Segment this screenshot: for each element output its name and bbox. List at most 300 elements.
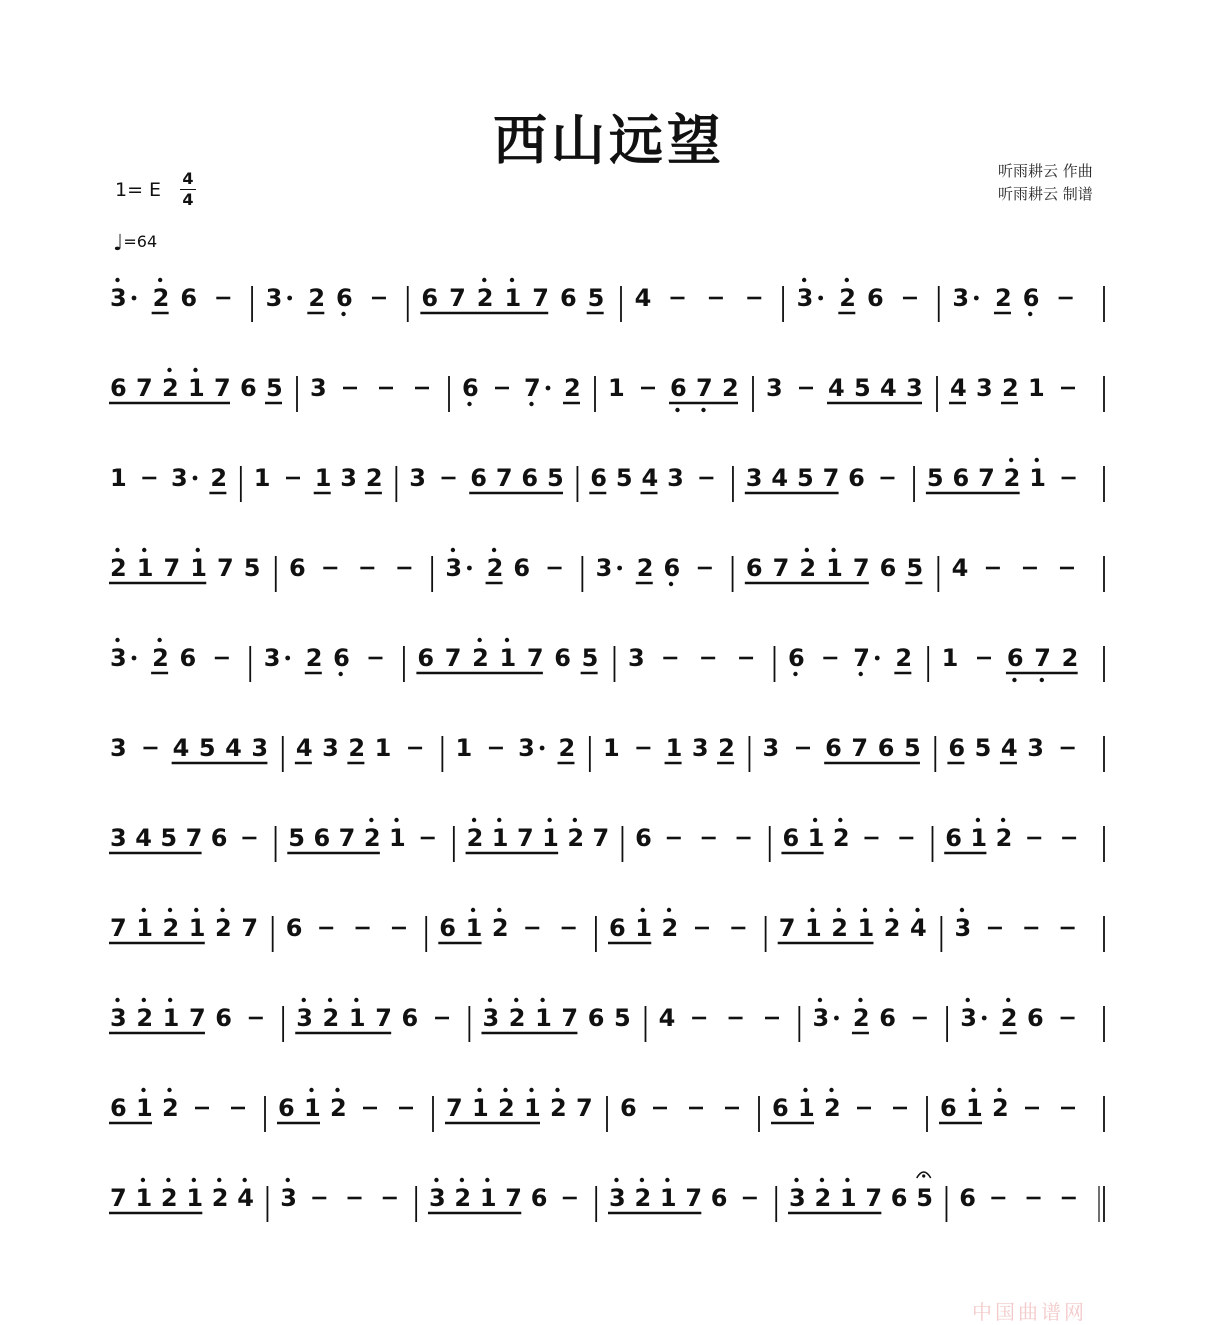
note-digit: 4 bbox=[910, 914, 927, 942]
note-digit: 2 bbox=[1003, 464, 1021, 492]
augmentation-dot bbox=[818, 296, 823, 301]
note-digit: 1 bbox=[659, 1184, 677, 1212]
note-digit: 6 bbox=[959, 1184, 976, 1212]
high-octave-dot bbox=[858, 998, 862, 1002]
note-digit: 1 bbox=[304, 1094, 321, 1122]
high-octave-dot bbox=[115, 998, 119, 1002]
note-digit: 1 bbox=[524, 1094, 541, 1122]
note-digit: 5 bbox=[615, 464, 633, 492]
note-digit: 6 bbox=[462, 374, 479, 402]
note-digit: 6 bbox=[948, 734, 966, 762]
high-octave-dot bbox=[845, 278, 849, 282]
high-octave-dot bbox=[328, 998, 332, 1002]
note-digit: 7 bbox=[851, 734, 869, 762]
note-digit: 5 bbox=[906, 554, 924, 582]
note-digit: 6 bbox=[289, 554, 306, 582]
high-octave-dot bbox=[810, 908, 814, 912]
high-octave-dot bbox=[167, 1088, 171, 1092]
high-octave-dot bbox=[820, 1178, 824, 1182]
note-digit: 7 bbox=[772, 554, 790, 582]
high-octave-dot bbox=[286, 1178, 290, 1182]
note-digit: 1 bbox=[472, 1094, 489, 1122]
note-digit: 2 bbox=[839, 284, 857, 312]
high-octave-dot bbox=[966, 998, 970, 1002]
high-octave-dot bbox=[667, 908, 671, 912]
note-digit: 2 bbox=[498, 1094, 515, 1122]
note-digit: 3 bbox=[482, 1004, 500, 1032]
high-octave-dot bbox=[141, 1088, 145, 1092]
note-digit: 5 bbox=[581, 644, 599, 672]
note-digit: 1 bbox=[186, 1184, 204, 1212]
note-digit: 1 bbox=[608, 374, 625, 402]
note-digit: 7 bbox=[592, 824, 610, 852]
augmentation-dot bbox=[617, 566, 622, 571]
low-octave-dot bbox=[341, 312, 345, 316]
note-digit: 2 bbox=[1061, 644, 1079, 672]
note-digit: 3 bbox=[595, 554, 613, 582]
note-digit: 4 bbox=[225, 734, 242, 762]
high-octave-dot bbox=[166, 1178, 170, 1182]
note-digit: 2 bbox=[995, 824, 1013, 852]
note-digit: 1 bbox=[479, 1184, 497, 1212]
high-octave-dot bbox=[829, 1088, 833, 1092]
note-digit: 4 bbox=[295, 734, 313, 762]
high-octave-dot bbox=[141, 1178, 145, 1182]
note-digit: 2 bbox=[211, 1184, 229, 1212]
high-octave-dot bbox=[193, 368, 197, 372]
note-digit: 4 bbox=[951, 554, 969, 582]
high-octave-dot bbox=[838, 818, 842, 822]
note-digit: 7 bbox=[449, 284, 466, 312]
note-digit: 4 bbox=[172, 734, 190, 762]
note-digit: 3 bbox=[110, 734, 127, 762]
high-octave-dot bbox=[471, 908, 475, 912]
note-digit: 1 bbox=[190, 554, 207, 582]
low-octave-dot bbox=[467, 402, 471, 406]
note-digit: 6 bbox=[210, 824, 228, 852]
note-digit: 4 bbox=[658, 1004, 676, 1032]
low-octave-dot bbox=[1028, 312, 1032, 316]
high-octave-dot bbox=[802, 278, 806, 282]
note-digit: 1 bbox=[665, 734, 683, 762]
note-digit: 7 bbox=[217, 554, 234, 582]
augmentation-dot bbox=[546, 386, 551, 391]
note-digit: 6 bbox=[1006, 644, 1024, 672]
note-digit: 3 bbox=[762, 734, 780, 762]
note-digit: 7 bbox=[338, 824, 356, 852]
note-digit: 2 bbox=[508, 1004, 526, 1032]
note-digit: 7 bbox=[561, 1004, 579, 1032]
note-digit: 2 bbox=[322, 1004, 340, 1032]
note-digit: 6 bbox=[278, 1094, 295, 1122]
quarter-note-icon: ♩ bbox=[113, 231, 124, 256]
note-digit: 2 bbox=[1002, 374, 1019, 402]
note-digit: 4 bbox=[828, 374, 845, 402]
high-octave-dot bbox=[803, 1088, 807, 1092]
note-digit: 6 bbox=[663, 554, 681, 582]
note-digit: 7 bbox=[524, 374, 541, 402]
note-digit: 7 bbox=[685, 1184, 703, 1212]
note-digit: 6 bbox=[772, 1094, 789, 1122]
note-digit: 7 bbox=[978, 464, 995, 492]
low-octave-dot bbox=[675, 408, 679, 412]
note-digit: 3 bbox=[265, 284, 283, 312]
note-digit: 2 bbox=[895, 644, 913, 672]
note-digit: 7 bbox=[136, 374, 153, 402]
note-digit: 1 bbox=[966, 1094, 983, 1122]
note-digit: 3 bbox=[110, 1004, 127, 1032]
note-digit: 1 bbox=[188, 914, 206, 942]
note-digit: 1 bbox=[491, 824, 509, 852]
high-octave-dot bbox=[540, 998, 544, 1002]
note-digit: 7 bbox=[532, 284, 549, 312]
augmentation-dot bbox=[285, 656, 290, 661]
note-digit: 3 bbox=[745, 464, 763, 492]
augmentation-dot bbox=[540, 746, 545, 751]
high-octave-dot bbox=[863, 908, 867, 912]
note-digit: 2 bbox=[558, 734, 576, 762]
note-digit: 2 bbox=[152, 644, 169, 672]
low-octave-dot bbox=[529, 402, 533, 406]
augmentation-dot bbox=[132, 656, 137, 661]
note-digit: 2 bbox=[136, 1004, 154, 1032]
note-digit: 6 bbox=[439, 914, 457, 942]
note-digit: 6 bbox=[590, 464, 608, 492]
note-digit: 6 bbox=[940, 1094, 957, 1122]
high-octave-dot bbox=[1001, 818, 1005, 822]
note-digit: 3 bbox=[976, 374, 993, 402]
note-digit: 2 bbox=[152, 284, 170, 312]
note-digit: 1 bbox=[253, 464, 271, 492]
high-octave-dot bbox=[488, 998, 492, 1002]
note-digit: 6 bbox=[877, 734, 895, 762]
note-digit: 1 bbox=[635, 914, 652, 942]
note-digit: 7 bbox=[188, 1004, 206, 1032]
note-digit: 2 bbox=[824, 1094, 841, 1122]
high-octave-dot bbox=[497, 818, 501, 822]
note-digit: 6 bbox=[879, 554, 897, 582]
high-octave-dot bbox=[335, 1088, 339, 1092]
high-octave-dot bbox=[837, 908, 841, 912]
high-octave-dot bbox=[845, 1178, 849, 1182]
high-octave-dot bbox=[434, 1178, 438, 1182]
note-digit: 7 bbox=[505, 1184, 522, 1212]
note-digit: 6 bbox=[559, 284, 577, 312]
note-digit: 2 bbox=[330, 1094, 347, 1122]
note-digit: 7 bbox=[163, 554, 181, 582]
note-digit: 6 bbox=[285, 914, 303, 942]
time-signature-denominator: 4 bbox=[182, 190, 194, 209]
augmentation-dot bbox=[132, 296, 137, 301]
augmentation-dot bbox=[974, 296, 979, 301]
high-octave-dot bbox=[194, 908, 198, 912]
note-digit: 7 bbox=[853, 644, 870, 672]
note-digit: 5 bbox=[614, 1004, 631, 1032]
note-digit: 7 bbox=[444, 644, 462, 672]
high-octave-dot bbox=[220, 908, 224, 912]
note-digit: 2 bbox=[162, 1094, 179, 1122]
note-digit: 3 bbox=[1027, 734, 1044, 762]
high-octave-dot bbox=[142, 998, 146, 1002]
note-digit: 2 bbox=[308, 284, 326, 312]
note-digit: 2 bbox=[852, 1004, 870, 1032]
note-digit: 7 bbox=[526, 644, 544, 672]
note-digit: 3 bbox=[280, 1184, 297, 1212]
note-digit: 1 bbox=[504, 284, 522, 312]
note-digit: 1 bbox=[535, 1004, 552, 1032]
augmentation-dot bbox=[834, 1016, 839, 1021]
note-digit: 5 bbox=[243, 554, 261, 582]
note-digit: 5 bbox=[160, 824, 178, 852]
high-octave-dot bbox=[485, 1178, 489, 1182]
high-octave-dot bbox=[640, 1178, 644, 1182]
note-digit: 2 bbox=[491, 914, 509, 942]
note-digit: 6 bbox=[890, 1184, 908, 1212]
high-octave-dot bbox=[794, 1178, 798, 1182]
augmentation-dot bbox=[467, 566, 472, 571]
note-digit: 3 bbox=[263, 644, 281, 672]
high-octave-dot bbox=[482, 278, 486, 282]
high-octave-dot bbox=[805, 548, 809, 552]
note-digit: 6 bbox=[530, 1184, 548, 1212]
score-title: 西山远望 bbox=[493, 109, 725, 172]
high-octave-dot bbox=[168, 998, 172, 1002]
high-octave-dot bbox=[460, 1178, 464, 1182]
note-digit: 6 bbox=[521, 464, 539, 492]
high-octave-dot bbox=[167, 368, 171, 372]
high-octave-dot bbox=[158, 278, 162, 282]
note-digit: 7 bbox=[214, 374, 231, 402]
note-digit: 7 bbox=[516, 824, 534, 852]
low-octave-dot bbox=[1012, 678, 1016, 682]
high-octave-dot bbox=[665, 1178, 669, 1182]
low-octave-dot bbox=[793, 672, 797, 676]
note-digit: 6 bbox=[1027, 1004, 1044, 1032]
note-digit: 7 bbox=[185, 824, 203, 852]
high-octave-dot bbox=[529, 1088, 533, 1092]
note-digit: 7 bbox=[1034, 644, 1052, 672]
note-digit: 6 bbox=[333, 644, 350, 672]
note-digit: 3 bbox=[954, 914, 972, 942]
note-digit: 2 bbox=[305, 644, 323, 672]
high-octave-dot bbox=[889, 908, 893, 912]
note-digit: 6 bbox=[787, 644, 805, 672]
note-digit: 2 bbox=[814, 1184, 832, 1212]
key-signature: 1= E bbox=[115, 179, 162, 201]
note-digit: 7 bbox=[110, 1184, 127, 1212]
time-signature-numerator: 4 bbox=[182, 169, 194, 188]
note-digit: 1 bbox=[136, 1094, 153, 1122]
note-digit: 2 bbox=[1000, 1004, 1018, 1032]
note-digit: 5 bbox=[854, 374, 871, 402]
note-digit: 1 bbox=[602, 734, 620, 762]
high-octave-dot bbox=[157, 638, 161, 642]
note-digit: 6 bbox=[635, 824, 652, 852]
note-digit: 1 bbox=[826, 554, 843, 582]
note-digit: 5 bbox=[916, 1184, 933, 1212]
watermark: 中国曲谱网 bbox=[972, 1300, 1087, 1324]
high-octave-dot bbox=[142, 908, 146, 912]
note-digit: 7 bbox=[241, 914, 259, 942]
arranger-credit: 听雨耕云 制谱 bbox=[998, 185, 1093, 203]
note-digit: 6 bbox=[782, 824, 800, 852]
note-digit: 3 bbox=[296, 1004, 313, 1032]
note-digit: 1 bbox=[136, 914, 153, 942]
augmentation-dot bbox=[287, 296, 292, 301]
note-digit: 6 bbox=[417, 644, 435, 672]
high-octave-dot bbox=[971, 1088, 975, 1092]
note-digit: 1 bbox=[348, 1004, 366, 1032]
low-octave-dot bbox=[1040, 678, 1044, 682]
note-digit: 7 bbox=[696, 374, 713, 402]
note-digit: 4 bbox=[880, 374, 897, 402]
note-digit: 2 bbox=[365, 464, 383, 492]
augmentation-dot bbox=[982, 1016, 987, 1021]
high-octave-dot bbox=[472, 818, 476, 822]
note-digit: 2 bbox=[636, 554, 654, 582]
composer-credit: 听雨耕云 作曲 bbox=[998, 162, 1093, 180]
high-octave-dot bbox=[818, 998, 822, 1002]
note-digit: 3 bbox=[409, 464, 426, 492]
note-digit: 1 bbox=[389, 824, 406, 852]
note-digit: 3 bbox=[110, 284, 127, 312]
low-octave-dot bbox=[701, 408, 705, 412]
high-octave-dot bbox=[477, 1088, 481, 1092]
note-digit: 1 bbox=[314, 464, 332, 492]
note-digit: 2 bbox=[454, 1184, 472, 1212]
note-digit: 2 bbox=[799, 554, 817, 582]
note-digit: 4 bbox=[634, 284, 652, 312]
note-digit: 3 bbox=[667, 464, 684, 492]
note-digit: 6 bbox=[180, 284, 198, 312]
note-digit: 6 bbox=[745, 554, 763, 582]
note-digit: 6 bbox=[110, 1094, 127, 1122]
note-digit: 2 bbox=[883, 914, 901, 942]
note-digit: 3 bbox=[812, 1004, 830, 1032]
note-digit: 7 bbox=[865, 1184, 883, 1212]
note-digit: 3 bbox=[110, 824, 127, 852]
note-digit: 2 bbox=[348, 734, 366, 762]
note-digit: 3 bbox=[960, 1004, 977, 1032]
low-octave-dot bbox=[669, 582, 673, 586]
note-digit: 1 bbox=[798, 1094, 815, 1122]
note-digit: 5 bbox=[198, 734, 216, 762]
note-digit: 1 bbox=[135, 1184, 153, 1212]
high-octave-dot bbox=[196, 548, 200, 552]
high-octave-dot bbox=[168, 908, 172, 912]
high-octave-dot bbox=[997, 1088, 1001, 1092]
note-digit: 4 bbox=[641, 464, 659, 492]
note-digit: 5 bbox=[974, 734, 992, 762]
note-digit: 3 bbox=[789, 1184, 806, 1212]
note-digit: 3 bbox=[251, 734, 269, 762]
high-octave-dot bbox=[492, 548, 496, 552]
high-octave-dot bbox=[510, 278, 514, 282]
note-digit: 1 bbox=[941, 644, 959, 672]
high-octave-dot bbox=[555, 1088, 559, 1092]
high-octave-dot bbox=[497, 908, 501, 912]
note-digit: 1 bbox=[455, 734, 473, 762]
high-octave-dot bbox=[217, 1178, 221, 1182]
note-digit: 2 bbox=[722, 374, 739, 402]
note-digit: 6 bbox=[401, 1004, 419, 1032]
note-digit: 3 bbox=[627, 644, 645, 672]
note-digit: 2 bbox=[472, 644, 489, 672]
note-digit: 6 bbox=[179, 644, 197, 672]
note-digit: 2 bbox=[210, 464, 228, 492]
high-octave-dot bbox=[115, 548, 119, 552]
note-digit: 1 bbox=[839, 1184, 857, 1212]
note-digit: 3 bbox=[340, 464, 358, 492]
note-digit: 6 bbox=[513, 554, 531, 582]
augmentation-dot bbox=[875, 656, 880, 661]
note-digit: 2 bbox=[363, 824, 381, 852]
note-digit: 6 bbox=[240, 374, 257, 402]
low-octave-dot bbox=[859, 672, 863, 676]
note-digit: 1 bbox=[857, 914, 875, 942]
note-digit: 1 bbox=[188, 374, 205, 402]
note-digit: 4 bbox=[950, 374, 967, 402]
note-digit: 2 bbox=[466, 824, 484, 852]
note-digit: 6 bbox=[848, 464, 865, 492]
high-octave-dot bbox=[573, 818, 577, 822]
note-digit: 1 bbox=[1029, 464, 1046, 492]
high-octave-dot bbox=[813, 818, 817, 822]
note-digit: 2 bbox=[832, 824, 850, 852]
high-octave-dot bbox=[142, 548, 146, 552]
note-digit: 2 bbox=[486, 554, 504, 582]
note-digit: 5 bbox=[926, 464, 944, 492]
high-octave-dot bbox=[960, 908, 964, 912]
note-digit: 2 bbox=[661, 914, 679, 942]
note-digit: 6 bbox=[670, 374, 687, 402]
note-digit: 7 bbox=[822, 464, 840, 492]
note-digit: 4 bbox=[771, 464, 789, 492]
high-octave-dot bbox=[505, 638, 509, 642]
high-octave-dot bbox=[242, 1178, 246, 1182]
high-octave-dot bbox=[503, 1088, 507, 1092]
note-digit: 7 bbox=[446, 1094, 463, 1122]
note-digit: 3 bbox=[952, 284, 970, 312]
high-octave-dot bbox=[614, 1178, 618, 1182]
note-digit: 2 bbox=[476, 284, 494, 312]
note-digit: 7 bbox=[110, 914, 127, 942]
note-digit: 2 bbox=[634, 1184, 652, 1212]
high-octave-dot bbox=[1006, 998, 1010, 1002]
note-digit: 4 bbox=[135, 824, 152, 852]
note-digit: 3 bbox=[445, 554, 463, 582]
note-digit: 2 bbox=[992, 1094, 1009, 1122]
note-digit: 2 bbox=[831, 914, 848, 942]
note-digit: 7 bbox=[852, 554, 870, 582]
note-digit: 2 bbox=[718, 734, 735, 762]
note-digit: 5 bbox=[587, 284, 605, 312]
high-octave-dot bbox=[115, 638, 119, 642]
note-digit: 6 bbox=[313, 824, 331, 852]
note-digit: 2 bbox=[567, 824, 585, 852]
high-octave-dot bbox=[641, 908, 645, 912]
note-digit: 3 bbox=[171, 464, 188, 492]
note-digit: 1 bbox=[374, 734, 392, 762]
note-digit: 6 bbox=[336, 284, 353, 312]
high-octave-dot bbox=[514, 998, 518, 1002]
note-digit: 6 bbox=[620, 1094, 637, 1122]
tempo-value: =64 bbox=[123, 232, 158, 251]
high-octave-dot bbox=[547, 818, 551, 822]
note-digit: 2 bbox=[564, 374, 581, 402]
note-digit: 2 bbox=[162, 374, 179, 402]
note-digit: 6 bbox=[421, 284, 439, 312]
